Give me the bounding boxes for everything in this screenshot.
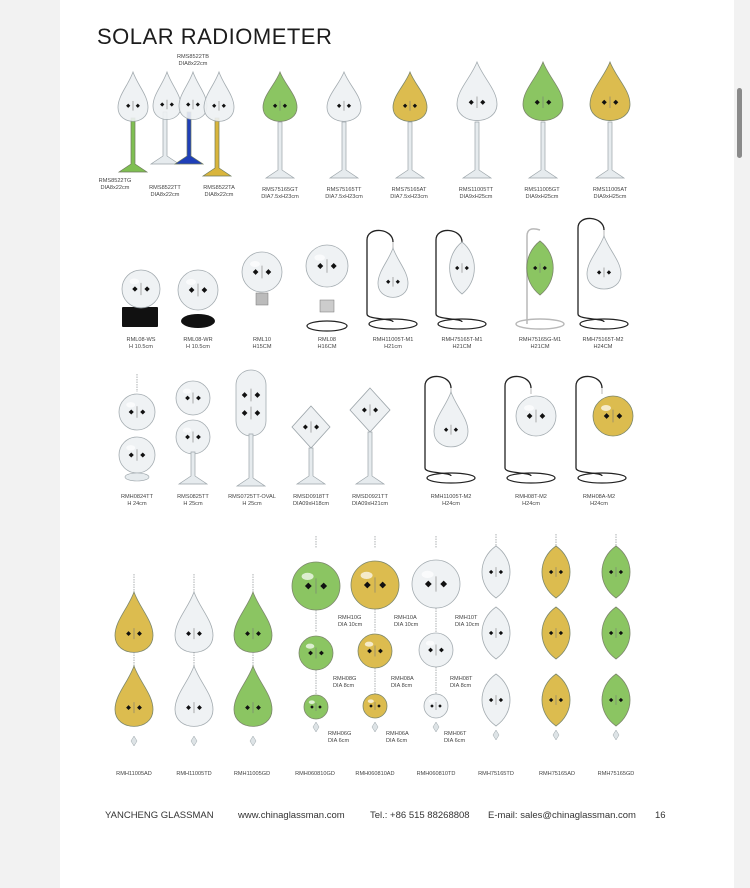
- glass-highlight: [130, 279, 140, 285]
- label-rmh0824tt: RMH0824TT H 24cm: [120, 494, 154, 508]
- footer-email[interactable]: E-mail: sales@chinaglassman.com: [488, 810, 636, 821]
- glass-highlight: [186, 279, 196, 285]
- label-rml08wr: RML08-WR H 10.5cm: [183, 337, 213, 351]
- silver-stand-base: [516, 319, 564, 329]
- glass-highlight: [524, 405, 534, 411]
- wire-stand-base: [438, 319, 486, 329]
- label-rms75165gt: RMS75165GT DIA7.5xH23cm: [261, 187, 299, 201]
- label-rms75165at: RMS75165AT DIA7.5xH23cm: [390, 187, 428, 201]
- crystal-pendant: [493, 730, 499, 740]
- radiometer-bulb: [179, 72, 207, 120]
- label-rmh08g: RMH08G DIA 8cm: [333, 676, 357, 690]
- radiometer-bulb: [457, 62, 497, 121]
- radiometer-bulb: [590, 62, 630, 121]
- crystal-pendant: [313, 722, 319, 732]
- glass-pedestal: [179, 452, 207, 484]
- glass-pedestal: [266, 122, 294, 178]
- radiometer-bulb: [175, 666, 213, 726]
- glass-pedestal: [463, 122, 491, 178]
- glass-highlight: [183, 389, 192, 394]
- label-rms8522tt: RMS8522TT DIA8x22cm: [149, 185, 181, 199]
- glass-pedestal: [297, 448, 325, 484]
- label-rmsd0918tt: RMSD0918TT DIA09xH18cm: [292, 494, 330, 508]
- label-rms11005gt: RMS11005GT DIA9xH25cm: [524, 187, 560, 201]
- radiometer-bulb: [393, 72, 427, 121]
- label-rml08: RML08 H16CM: [317, 337, 337, 351]
- glass-pedestal: [396, 122, 424, 178]
- label-rms8522tg: RMS8522TG DIA8x22cm: [98, 178, 132, 192]
- label-rmsd0921tt: RMSD0921TT DIA09xH21cm: [351, 494, 389, 508]
- glass-highlight: [429, 699, 435, 703]
- glass-pedestal: [151, 112, 179, 164]
- scrollbar[interactable]: [737, 88, 742, 158]
- glass-highlight: [365, 642, 374, 647]
- footer-tel: Tel.: +86 515 88268808: [370, 810, 470, 821]
- footer-website[interactable]: www.chinaglassman.com: [238, 810, 345, 821]
- label-rmh75165gm1: RMH75165G-M1 H21CM: [518, 337, 562, 351]
- label-rmh11005gd: RMH11005GD: [233, 771, 271, 777]
- label-rmh11005ad: RMH11005AD: [116, 771, 152, 777]
- radiometer-bulb: [523, 62, 563, 121]
- crystal-pendant: [131, 736, 137, 746]
- glass-pedestal: [119, 118, 147, 172]
- label-rms11005at: RMS11005AT DIA9xH25cm: [592, 187, 628, 201]
- label-rmh11005td: RMH11005TD: [176, 771, 212, 777]
- label-rmh08a: RMH08A DIA 8cm: [391, 676, 414, 690]
- label-rms0725tt: RMS0725TT-OVAL H 25cm: [228, 494, 276, 508]
- label-rmh75165tm1: RMH75165T-M1 H21CM: [441, 337, 483, 351]
- label-rmh08t: RMH08T DIA 8cm: [450, 676, 473, 690]
- radiometer-bulb: [327, 72, 361, 121]
- label-rms0825tt: RMS0825TT H 25cm: [177, 494, 209, 508]
- label-rmh75165tm2: RMH75165T-M2 H24CM: [582, 337, 624, 351]
- label-rmh08am2: RMH08A-M2 H24cm: [582, 494, 616, 508]
- radiometer-bulb: [118, 72, 148, 121]
- radiometer-bulb: [587, 236, 621, 289]
- label-rmh75165gd: RMH75165GD: [597, 771, 635, 777]
- radiometer-bulb: [234, 666, 272, 726]
- glass-pedestal: [203, 118, 231, 176]
- glass-highlight: [126, 402, 135, 407]
- page-footer: [0, 810, 750, 826]
- glass-highlight: [309, 700, 315, 704]
- bulb-base: [256, 293, 268, 305]
- glass-foot: [125, 473, 149, 481]
- crystal-pendant: [191, 736, 197, 746]
- label-rmh11005tm1: RMH11005T-M1 H21cm: [372, 337, 414, 351]
- radiometer-bulb: [115, 592, 153, 652]
- glass-pedestal: [529, 122, 557, 178]
- glass-highlight: [368, 699, 374, 703]
- crystal-pendant: [372, 722, 378, 732]
- label-rmh06a: RMH06A DIA 6cm: [386, 731, 409, 745]
- radiometer-bulb: [153, 72, 181, 120]
- wire-stand-base: [507, 473, 555, 483]
- wire-stand-base: [369, 319, 417, 329]
- crystal-pendant: [553, 730, 559, 740]
- oval-bulb: [236, 370, 266, 436]
- radiometer-bulb: [204, 72, 234, 121]
- crystal-pendant: [433, 722, 439, 732]
- label-rmh060810td: RMH060810TD: [416, 771, 456, 777]
- label-rmh11005tm2: RMH11005T-M2 H24cm: [430, 494, 472, 508]
- label-rms8522ta: RMS8522TA DIA8x22cm: [203, 185, 235, 199]
- label-rmh08tm2: RMH08T-M2 H24cm: [515, 494, 547, 508]
- wire-stand-base: [578, 473, 626, 483]
- wire-stand-base: [427, 473, 475, 483]
- glass-pedestal: [175, 112, 203, 164]
- label-rmh10g: RMH10G DIA 10cm: [338, 615, 363, 629]
- label-rms8522tb: RMS8522TB DIA8x22cm: [176, 54, 210, 68]
- radiometer-bulb: [434, 392, 468, 447]
- black-base: [181, 314, 215, 328]
- glass-pedestal: [330, 122, 358, 178]
- label-rmh060810gd: RMH060810GD: [295, 771, 335, 777]
- label-rmh75165td: RMH75165TD: [478, 771, 514, 777]
- footer-company: YANCHENG GLASSMAN: [105, 810, 214, 821]
- glass-pedestal: [237, 434, 265, 486]
- bulb-base: [320, 300, 334, 312]
- wire-stand-base: [307, 321, 347, 331]
- glass-highlight: [361, 572, 373, 579]
- label-rmh06t: RMH06T DIA 6cm: [444, 731, 467, 745]
- label-rms11005tt: RMS11005TT DIA9xH25cm: [458, 187, 494, 201]
- radiometer-bulb: [175, 592, 213, 652]
- glass-pedestal: [356, 432, 384, 484]
- glass-highlight: [302, 573, 314, 580]
- glass-highlight: [126, 445, 135, 450]
- label-rmh060810ad: RMH060810AD: [355, 771, 395, 777]
- glass-highlight: [306, 644, 315, 649]
- radiometer-bulb: [234, 592, 272, 652]
- label-rmh75165ad: RMH75165AD: [538, 771, 576, 777]
- crystal-pendant: [250, 736, 256, 746]
- label-rmh06g: RMH06G DIA 6cm: [328, 731, 352, 745]
- radiometer-bulb: [263, 72, 297, 121]
- glass-pedestal: [596, 122, 624, 178]
- glass-highlight: [422, 571, 434, 578]
- wire-stand-base: [580, 319, 628, 329]
- page-title: SOLAR RADIOMETER: [97, 24, 333, 49]
- footer-page-number: 16: [655, 810, 666, 821]
- crystal-pendant: [613, 730, 619, 740]
- label-rms75165tt: RMS75165TT DIA7.5xH23cm: [325, 187, 363, 201]
- glass-highlight: [314, 254, 325, 260]
- label-rmh10a: RMH10A DIA 10cm: [394, 615, 419, 629]
- radiometer-bulb: [378, 248, 408, 297]
- black-base: [122, 307, 158, 327]
- glass-highlight: [183, 428, 192, 433]
- glass-highlight: [426, 641, 435, 646]
- radiometer-bulb: [115, 666, 153, 726]
- glass-highlight: [250, 261, 260, 267]
- glass-highlight: [601, 405, 611, 411]
- label-rml08ws: RML08-WS H 10.5cm: [126, 337, 156, 351]
- label-rml10: RML10 H15CM: [252, 337, 272, 351]
- label-rmh10t: RMH10T DIA 10cm: [455, 615, 480, 629]
